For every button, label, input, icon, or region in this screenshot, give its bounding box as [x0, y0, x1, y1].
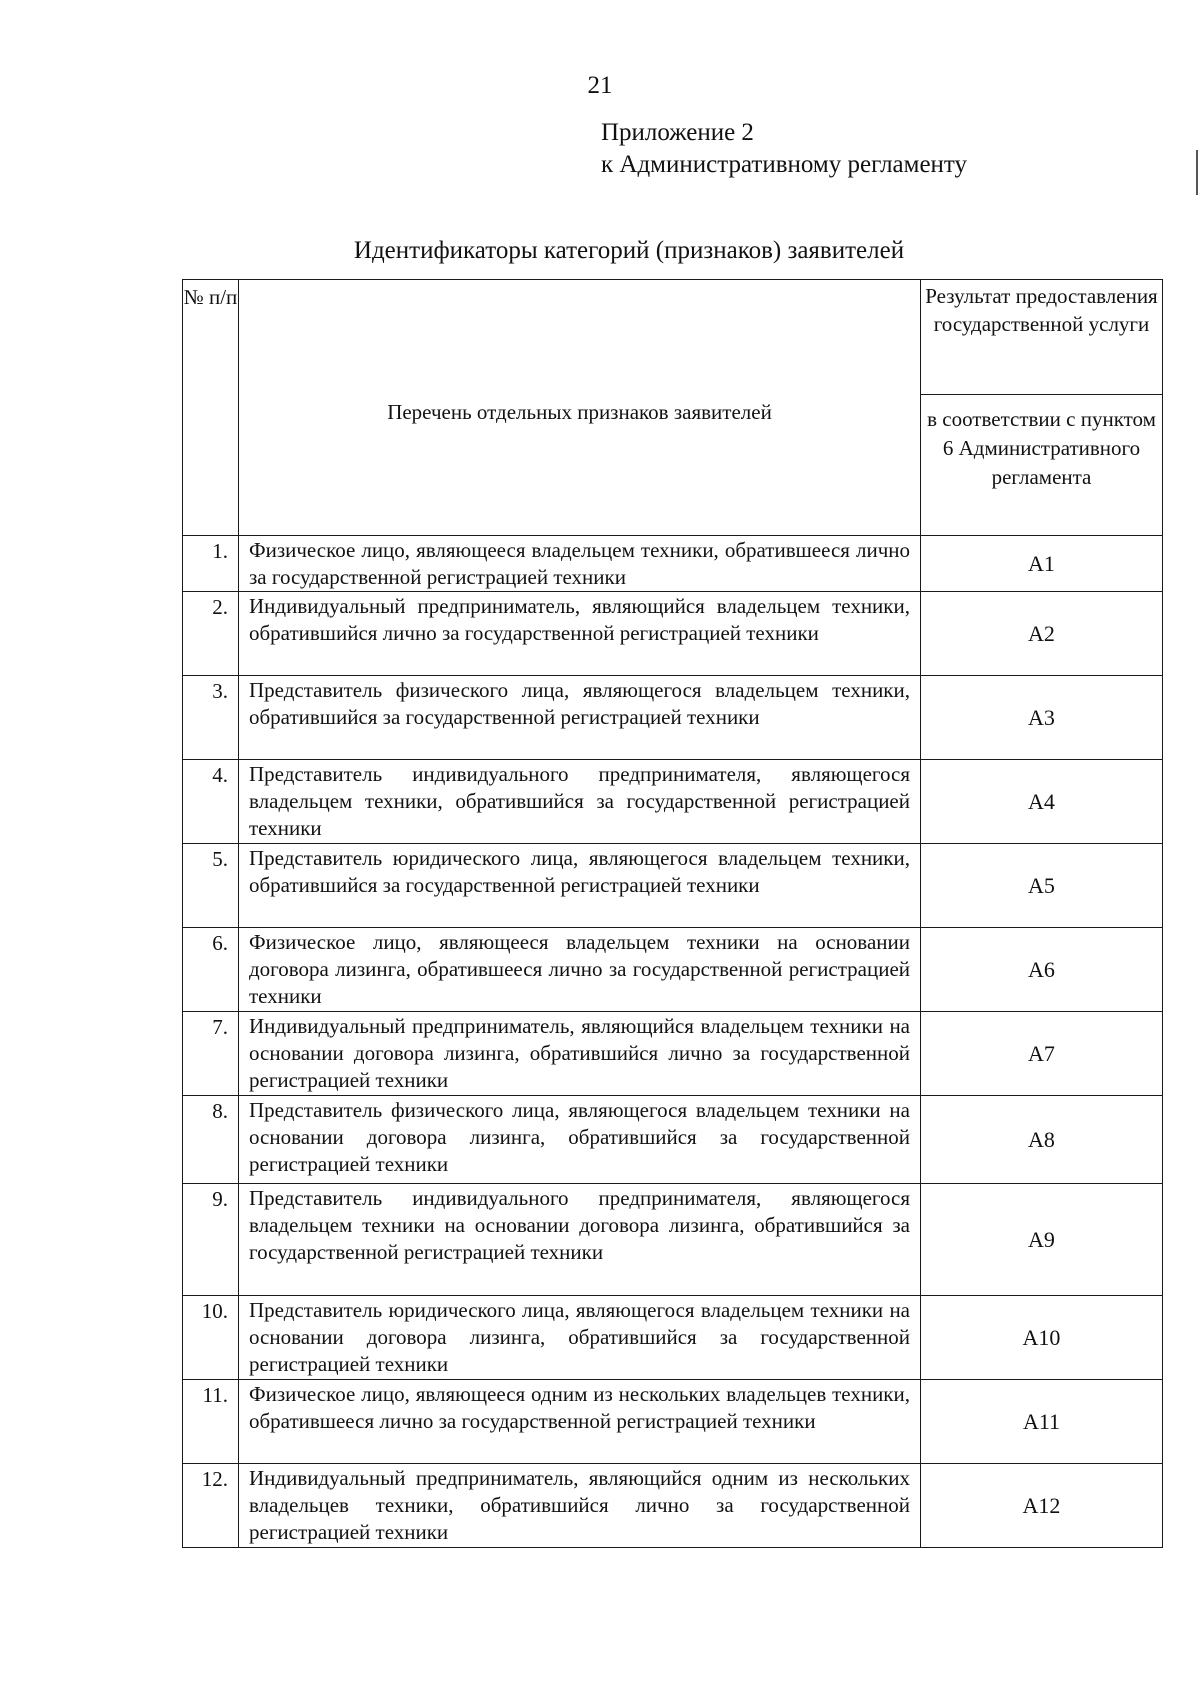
- row-description: Физическое лицо, являющееся владельцем техники на основании договора лизинга, обратившееся лично за государственной регистрацией техники: [239, 928, 921, 1012]
- row-number: 8.: [183, 1096, 239, 1184]
- table-header-row: [183, 280, 1163, 395]
- row-number: 9.: [183, 1184, 239, 1296]
- row-number: 5.: [183, 844, 239, 928]
- row-result-code: А12: [921, 1464, 1163, 1548]
- header-number: [183, 280, 239, 536]
- applicant-categories-table: [182, 279, 1163, 1548]
- table-row: [183, 1012, 1163, 1096]
- row-description: Представитель индивидуального предпринимателя, являющегося владельцем техники, обратившийся за государственной регистрацией техники: [239, 760, 921, 844]
- header-result: [921, 280, 1163, 395]
- appendix-line-2: к Административному регламенту: [601, 151, 968, 178]
- row-result-code: А4: [921, 760, 1163, 844]
- row-number: 3.: [183, 676, 239, 760]
- row-result-code: А6: [921, 928, 1163, 1012]
- table-row: [183, 1096, 1163, 1184]
- row-description: Представитель физического лица, являющегося владельцем техники на основании договора лизинга, обратившийся за государственной регистрацией техники: [239, 1096, 921, 1184]
- header-number-label: № п/п: [183, 285, 238, 309]
- header-result-label: Результат предоставления государственной услуги: [925, 284, 1158, 336]
- row-result-code: А7: [921, 1012, 1163, 1096]
- row-description: Физическое лицо, являющееся одним из нескольких владельцев техники, обратившееся лично за государственной регистрацией техники: [239, 1380, 921, 1464]
- scan-edge-mark: [1196, 150, 1198, 195]
- row-description: Физическое лицо, являющееся владельцем техники, обратившееся лично за государственной регистрацией техники: [239, 536, 921, 592]
- document-title: Идентификаторы категорий (признаков) заявителей: [353, 237, 905, 264]
- table-row: [183, 1464, 1163, 1548]
- page-number: 21: [587, 72, 613, 99]
- table-row: [183, 676, 1163, 760]
- row-result-code: А5: [921, 844, 1163, 928]
- table-row: [183, 1380, 1163, 1464]
- appendix-line-1: Приложение 2: [601, 119, 754, 146]
- row-result-code: А2: [921, 592, 1163, 676]
- table-row: [183, 844, 1163, 928]
- row-description: Индивидуальный предприниматель, являющийся владельцем техники, обратившийся лично за государственной регистрацией техники: [239, 592, 921, 676]
- row-number: 10.: [183, 1296, 239, 1380]
- row-description: Индивидуальный предприниматель, являющийся владельцем техники на основании договора лизинга, обратившийся лично за государственной регистрацией техники: [239, 1012, 921, 1096]
- row-description: Представитель индивидуального предпринимателя, являющегося владельцем техники на основании договора лизинга, обратившийся за государственной регистрацией техники: [239, 1184, 921, 1296]
- row-result-code: А3: [921, 676, 1163, 760]
- table-row: [183, 928, 1163, 1012]
- row-number: 7.: [183, 1012, 239, 1096]
- row-description: Представитель юридического лица, являющегося владельцем техники на основании договора лизинга, обратившийся за государственной регистрацией техники: [239, 1296, 921, 1380]
- row-description: Индивидуальный предприниматель, являющийся одним из нескольких владельцев техники, обратившийся лично за государственной регистрацией техники: [239, 1464, 921, 1548]
- table-row: [183, 536, 1163, 592]
- header-result-reference: [921, 395, 1163, 536]
- row-number: 12.: [183, 1464, 239, 1548]
- table-row: [183, 592, 1163, 676]
- table-row: [183, 760, 1163, 844]
- row-result-code: А1: [921, 536, 1163, 592]
- row-result-code: А10: [921, 1296, 1163, 1380]
- row-number: 6.: [183, 928, 239, 1012]
- table-row: [183, 1184, 1163, 1296]
- row-number: 1.: [183, 536, 239, 592]
- header-list-label: Перечень отдельных признаков заявителей: [387, 400, 772, 424]
- row-number: 4.: [183, 760, 239, 844]
- row-result-code: А8: [921, 1096, 1163, 1184]
- header-result-reference-label: в соответствии с пунктом 6 Административного регламента: [927, 407, 1156, 489]
- row-result-code: А11: [921, 1380, 1163, 1464]
- row-result-code: А9: [921, 1184, 1163, 1296]
- row-number: 11.: [183, 1380, 239, 1464]
- table-row: [183, 1296, 1163, 1380]
- header-list: [239, 280, 921, 536]
- row-description: Представитель физического лица, являющегося владельцем техники, обратившийся за государственной регистрацией техники: [239, 676, 921, 760]
- appendix-heading: [601, 117, 967, 181]
- row-description: Представитель юридического лица, являющегося владельцем техники, обратившийся за государственной регистрацией техники: [239, 844, 921, 928]
- row-number: 2.: [183, 592, 239, 676]
